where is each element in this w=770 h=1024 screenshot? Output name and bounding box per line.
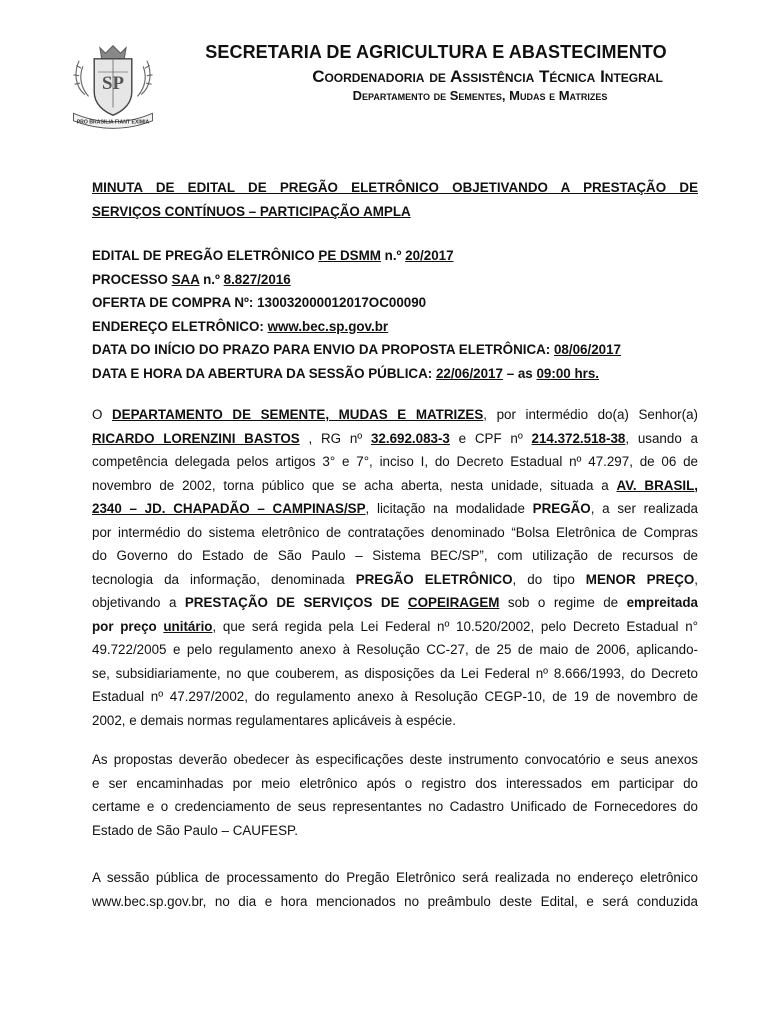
department-name: DEPARTAMENTO DE SEMENTE, MUDAS E MATRIZES (112, 407, 484, 422)
text-line: 2340 – JD. CHAPADÃO – CAMPINAS/SP, licitação na modalidade PREGÃO, a ser realizada (92, 501, 699, 516)
header-coordenadoria: Coordenadoria de Assistência Técnica Integral (312, 67, 663, 86)
text-line: 49.722/2005 e pelo regulamento anexo à Resolução CC-27, de 25 de maio de 2006, aplicando- (92, 642, 698, 657)
title-line-1: MINUTA DE EDITAL DE PREGÃO ELETRÔNICO OBJETIVANDO A PRESTAÇÃO DE (92, 180, 698, 195)
edital-line: EDITAL DE PREGÃO ELETRÔNICO PE DSMM n.º 20/2017 (92, 248, 454, 263)
paragraph-preambulo (92, 403, 698, 732)
endereco-line: ENDEREÇO ELETRÔNICO: www.bec.sp.gov.br (92, 318, 389, 334)
text-line: As propostas deverão obedecer às especificações deste instrumento convocatório e seus anexos (92, 752, 698, 767)
official-name: RICARDO LORENZINI BASTOS (92, 430, 300, 446)
endereco-link[interactable]: www.bec.sp.gov.br (267, 318, 389, 334)
edital-number: 20/2017 (405, 248, 454, 263)
document-title (92, 176, 698, 224)
seal-letters: SP (102, 72, 124, 94)
address-part-2: 2340 – JD. CHAPADÃO – CAMPINAS/SP (92, 501, 366, 516)
data-sessao-line: DATA E HORA DA ABERTURA DA SESSÃO PÚBLICA: 22/06/2017 – as 09:00 hrs. (92, 365, 600, 381)
seal-motto: PRO BRASILIA FIANT EXIMIA (76, 119, 150, 126)
text-line: tecnologia da informação, denominada PREGÃO ELETRÔNICO, do tipo MENOR PREÇO, (92, 571, 699, 587)
edital-info (92, 244, 698, 386)
oferta-line: OFERTA DE COMPRA Nº: 130032000012017OC00090 (92, 295, 427, 311)
text-line: Estado de São Paulo – CAUFESP. (92, 822, 298, 838)
text-line: por intermédio do sistema eletrônico de contratações denominado “Bolsa Eletrônica de Compras (92, 524, 698, 540)
edital-code: PE DSMM (318, 248, 381, 263)
paragraph-propostas (92, 748, 698, 842)
processo-code: SAA (171, 271, 200, 287)
text-line: do Governo do Estado de São Paulo – Sistema BEC/SP”, com utilização de recursos de (92, 548, 698, 563)
data-sessao-value: 22/06/2017 (435, 365, 503, 381)
paragraph-sessao-publica (92, 866, 698, 913)
text-line: www.bec.sp.gov.br, no dia e hora mencionados no preâmbulo deste Edital, e será conduzida (92, 893, 698, 909)
header-secretaria: SECRETARIA DE AGRICULTURA E ABASTECIMENTO (205, 42, 667, 62)
cpf-number: 214.372.518-38 (531, 430, 626, 446)
data-inicio-value: 08/06/2017 (553, 342, 622, 358)
header-departamento: Departamento de Sementes, Mudas e Matrizes (352, 88, 608, 103)
processo-line: PROCESSO SAA n.º 8.827/2016 (92, 271, 291, 287)
text-line: O DEPARTAMENTO DE SEMENTE, MUDAS E MATRIZES, por intermédio do(a) Senhor(a) (92, 407, 698, 422)
text-line: A sessão pública de processamento do Pregão Eletrônico será realizada no endereço eletrônico (92, 870, 698, 885)
text-line: objetivando a PRESTAÇÃO DE SERVIÇOS DE COPEIRAGEM sob o regime de empreitada (92, 595, 699, 610)
hora-sessao-value: 09:00 hrs. (536, 365, 600, 381)
data-inicio-line: DATA DO INÍCIO DO PRAZO PARA ENVIO DA PROPOSTA ELETRÔNICA: 08/06/2017 (92, 342, 622, 358)
address-part-1: AV. BRASIL, (616, 477, 698, 493)
text-line: competência delegada pelos artigos 3° e 7°, inciso I, do Decreto Estadual nº 47.297, de 06 de (92, 454, 698, 469)
rg-number: 32.692.083-3 (370, 430, 450, 446)
text-line: e ser encaminhadas por meio eletrônico após o registro dos interessados em participar do (92, 775, 698, 791)
text-line: Estadual nº 47.297/2002, do regulamento anexo à Resolução CEGP-10, de 19 de novembro de (92, 689, 698, 704)
text-line: RICARDO LORENZINI BASTOS , RG nº 32.692.083-3 e CPF nº 214.372.518-38, usando a (92, 430, 698, 446)
title-line-2: SERVIÇOS CONTÍNUOS – PARTICIPAÇÃO AMPLA (92, 204, 411, 219)
text-line: novembro de 2002, torna público que se acha aberta, nesta unidade, situada a AV. BRASIL, (92, 477, 698, 493)
text-line: 2002, e demais normas regulamentares aplicáveis à espécie. (92, 712, 456, 728)
text-line: certame e o credenciamento de seus representantes no Cadastro Unificado de Fornecedores do (92, 799, 698, 814)
processo-number: 8.827/2016 (223, 271, 291, 287)
text-line: por preço unitário, que será regida pela Lei Federal nº 10.520/2002, pelo Decreto Estadual n° (92, 618, 698, 634)
text-line: se, subsidiariamente, no que couberem, as disposições da Lei Federal nº 8.666/1993, do Decreto (92, 665, 698, 681)
